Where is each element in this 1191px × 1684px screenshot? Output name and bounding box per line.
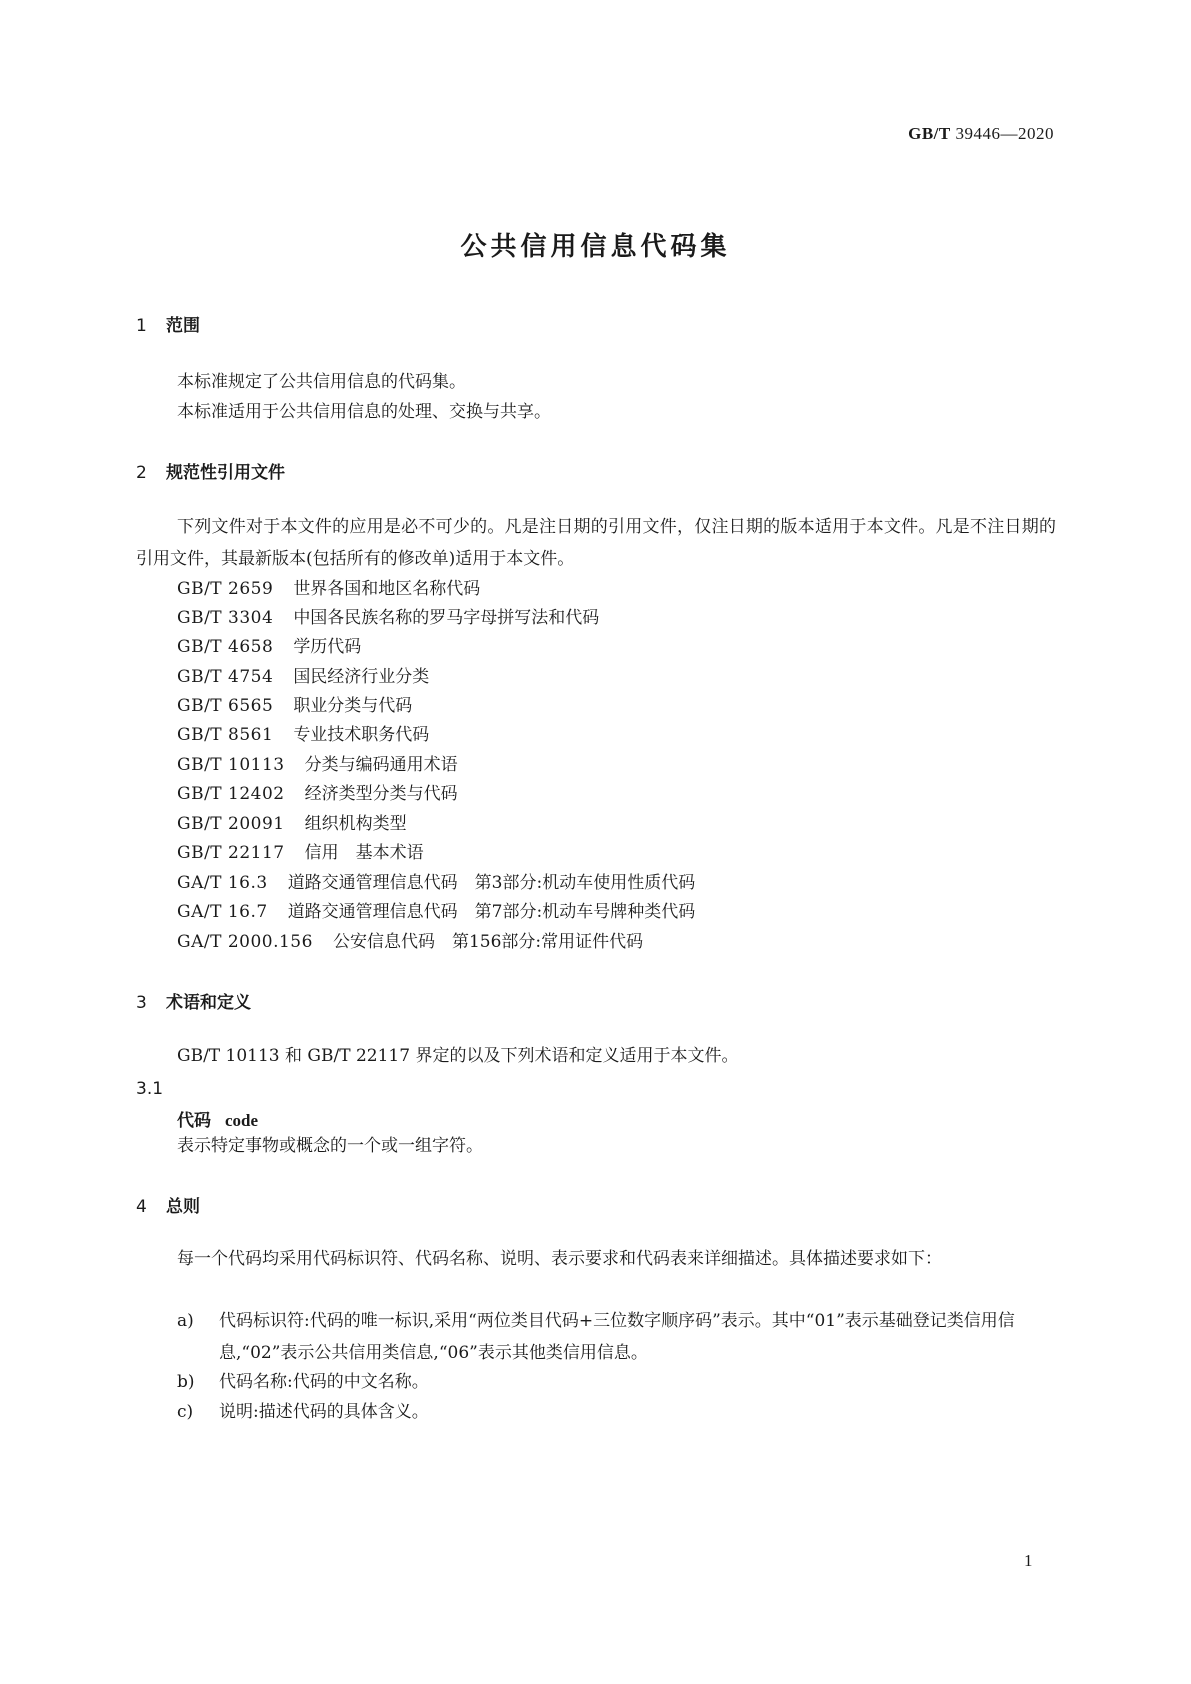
- reference-code: GB/T 20091: [177, 814, 285, 834]
- general-rules-intro: 每一个代码均采用代码标识符、代码名称、说明、表示要求和代码表来详细描述。具体描述要求如下：: [177, 1249, 942, 1269]
- reference-title: 道路交通管理信息代码 第3部分:机动车使用性质代码: [287, 873, 696, 893]
- reference-item: [177, 927, 643, 952]
- reference-item: [177, 750, 458, 775]
- section-title: 术语和定义: [166, 993, 251, 1013]
- reference-title: 道路交通管理信息代码 第7部分:机动车号牌种类代码: [287, 902, 696, 922]
- document-title: 公共信用信息代码集: [460, 232, 731, 262]
- reference-item: [177, 574, 480, 599]
- reference-code: GB/T 3304: [177, 608, 274, 628]
- reference-code: GB/T 8561: [177, 725, 274, 745]
- reference-code: GB/T 4754: [177, 667, 274, 687]
- section-title: 规范性引用文件: [166, 463, 285, 483]
- reference-code: GB/T 10113: [177, 755, 285, 775]
- reference-code: GB/T 6565: [177, 696, 274, 716]
- reference-item: [177, 897, 695, 922]
- scope-paragraph-1: 本标准规定了公共信用信息的代码集。: [177, 372, 466, 392]
- reference-code: GB/T 22117: [177, 843, 285, 863]
- reference-title: 职业分类与代码: [293, 696, 413, 716]
- standard-year-number: 39446—2020: [955, 124, 1054, 143]
- term-chinese: 代码: [177, 1111, 211, 1131]
- terms-intro: GB/T 10113 和 GB/T 22117 界定的以及下列术语和定义适用于本文件。: [177, 1046, 739, 1066]
- reference-title: 国民经济行业分类: [293, 667, 430, 687]
- list-item: [177, 1396, 1057, 1428]
- section-title: 总则: [166, 1197, 200, 1217]
- reference-title: 中国各民族名称的罗马字母拼写法和代码: [293, 608, 600, 628]
- section-number: 4: [136, 1197, 147, 1217]
- reference-title: 分类与编码通用术语: [304, 755, 458, 775]
- reference-item: [177, 720, 429, 745]
- reference-title: 世界各国和地区名称代码: [293, 579, 481, 599]
- reference-item: [177, 691, 412, 716]
- list-item: [177, 1305, 1057, 1369]
- reference-code: GA/T 16.3: [177, 873, 268, 893]
- reference-code: GA/T 16.7: [177, 902, 268, 922]
- section-4-heading: [136, 1192, 200, 1217]
- reference-code: GB/T 4658: [177, 637, 274, 657]
- reference-item: [177, 809, 407, 834]
- section-1-heading: [136, 311, 200, 336]
- page-number: 1: [1024, 1551, 1033, 1570]
- term-english: code: [225, 1111, 259, 1130]
- section-title: 范围: [166, 316, 200, 336]
- list-text: 代码标识符:代码的唯一标识,采用“两位类目代码+三位数字顺序码”表示。其中“01”表示基础登记类信用信息,“02”表示公共信用类信息,“06”表示其他类信用信息。: [219, 1311, 1015, 1363]
- section-number: 3: [136, 993, 147, 1013]
- list-text: 代码名称:代码的中文名称。: [219, 1372, 429, 1392]
- reference-title: 组织机构类型: [304, 814, 407, 834]
- reference-code: GB/T 2659: [177, 579, 274, 599]
- reference-item: [177, 603, 599, 628]
- reference-title: 经济类型分类与代码: [304, 784, 458, 804]
- reference-title: 专业技术职务代码: [293, 725, 430, 745]
- section-number: 2: [136, 463, 147, 483]
- list-text: 说明:描述代码的具体含义。: [219, 1402, 429, 1422]
- reference-code: GA/T 2000.156: [177, 932, 313, 952]
- term-definition: 表示特定事物或概念的一个或一组字符。: [177, 1136, 483, 1156]
- scope-paragraph-2: 本标准适用于公共信用信息的处理、交换与共享。: [177, 402, 551, 422]
- term-name: [177, 1106, 258, 1131]
- normative-references-intro: 下列文件对于本文件的应用是必不可少的。凡是注日期的引用文件，仅注日期的版本适用于本文件。凡是不注日期的引用文件，其最新版本(包括所有的修改单)适用于本文件。: [136, 517, 1056, 569]
- reference-title: 信用 基本术语: [304, 843, 424, 863]
- reference-code: GB/T 12402: [177, 784, 285, 804]
- list-marker: a): [177, 1311, 194, 1331]
- section-3-heading: [136, 988, 251, 1013]
- list-marker: c): [177, 1402, 194, 1422]
- standard-prefix: GB/T: [908, 124, 951, 143]
- reference-title: 学历代码: [293, 637, 362, 657]
- reference-item: [177, 868, 695, 893]
- list-item: [177, 1366, 1057, 1398]
- reference-item: [177, 838, 424, 863]
- section-number: 1: [136, 316, 147, 336]
- reference-title: 公安信息代码 第156部分:常用证件代码: [332, 932, 644, 952]
- reference-item: [177, 632, 361, 657]
- list-marker: b): [177, 1372, 195, 1392]
- reference-item: [177, 779, 458, 804]
- reference-item: [177, 662, 429, 687]
- standard-number: [908, 124, 1054, 144]
- section-2-heading: [136, 458, 285, 483]
- term-number: 3.1: [136, 1079, 164, 1099]
